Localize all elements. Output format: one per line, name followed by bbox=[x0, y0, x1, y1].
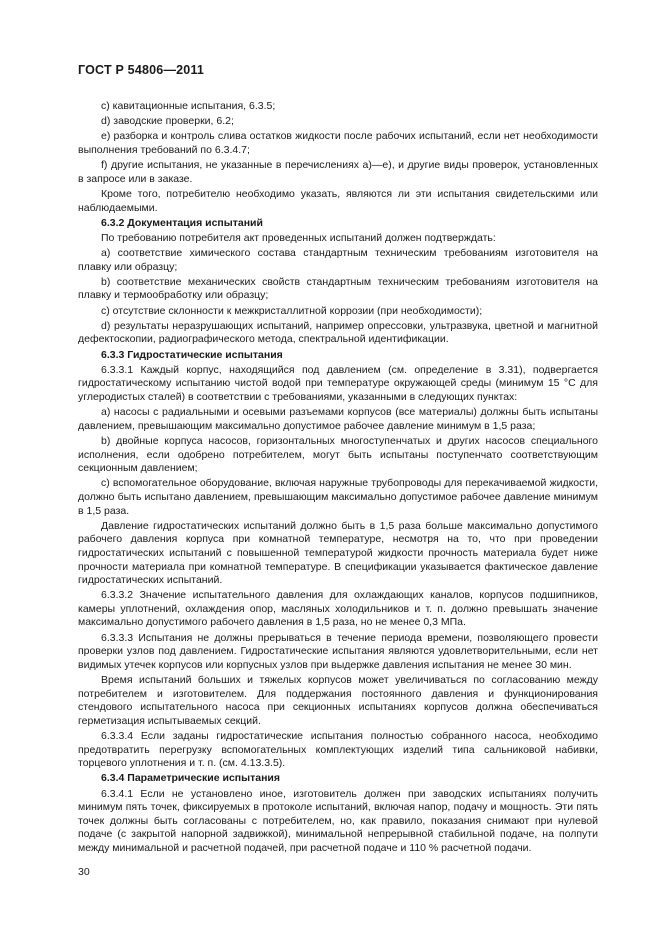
paragraph: По требованию потребителя акт проведенных испытаний должен подтверждать: bbox=[101, 231, 496, 244]
list-item-f: f) другие испытания, не указанные в перечислениях а)—е), и другие виды проверок, установленных в запросе или в заказе. bbox=[78, 159, 598, 185]
document-header: ГОСТ Р 54806—2011 bbox=[78, 63, 205, 77]
list-item-c: c) вспомогательное оборудование, включая наружные трубопроводы для перекачиваемой жидкости, должно быть испытано давлением, превышающим максимально допустимое рабочее давление минимум в 1,5 раза. bbox=[78, 477, 598, 517]
list-item-d: d) заводские проверки, 6.2; bbox=[101, 115, 234, 128]
clause-6-3-3-2: 6.3.3.2 Значение испытательного давления для охлаждающих каналов, корпусов подшипников, камеры уплотнений, охлаждения опор, масляных холодильников и т. п. должно превышать значение максимально допустимого рабочего давления в 1,5 раза, но не менее 0,3 МПа. bbox=[78, 589, 598, 629]
document-body bbox=[78, 100, 598, 857]
clause-6-3-3-4: 6.3.3.4 Если заданы гидростатические испытания полностью собранного насоса, необходимо предотвратить перегрузку вспомогательных комплектующих изделий типа сальниковой набивки, торцевого уплотнения и т. п. (см. 4.13.3.5). bbox=[78, 730, 598, 770]
clause-6-3-3-1: 6.3.3.1 Каждый корпус, находящийся под давлением (см. определение в 3.31), подвергается гидростатическому испытанию чистой водой при температуре окружающей среды (минимум 15 °С для углеродистых сталей) в соответствии с требованиями, указанными в следующих пунктах: bbox=[78, 363, 598, 403]
list-item-a: a) соответствие химического состава стандартным техническим требованиям изготовителя на плавку или образцу; bbox=[78, 247, 598, 273]
paragraph: Кроме того, потребителю необходимо указать, являются ли эти испытания свидетельскими или наблюдаемыми. bbox=[78, 187, 598, 214]
section-heading-6-3-3: 6.3.3 Гидростатические испытания bbox=[101, 348, 283, 361]
paragraph: Давление гидростатических испытаний должно быть в 1,5 раза больше максимально допустимого рабочего давления корпуса при комнатной температуре, несмотря на то, что при проведении гидростатических испытаний с повышенной температурой жидкости прочность материала будет ниже прочности материала при комнатной температуре. В спецификации указывается фактическое давление гидростатических испытаний. bbox=[78, 519, 598, 587]
list-item-a: a) насосы с радиальными и осевыми разъемами корпусов (все материалы) должны быть испытаны давлением, превышающим максимально допустимое рабочее давление минимум в 1,5 раза; bbox=[78, 406, 598, 432]
section-heading-6-3-2: 6.3.2 Документация испытаний bbox=[101, 216, 263, 229]
list-item-e: e) разборка и контроль слива остатков жидкости после рабочих испытаний, если нет необходимости выполнения требований по 6.3.4.7; bbox=[78, 130, 598, 156]
section-heading-6-3-4: 6.3.4 Параметрические испытания bbox=[101, 772, 281, 785]
clause-6-3-4-1: 6.3.4.1 Если не установлено иное, изготовитель должен при заводских испытаниях получить минимум пять точек, фиксируемых в протоколе испытаний, включая напор, подачу и мощность. Эти пять точек должны быть согласованы с потребителем, но, как правило, показания снимают при нулевой подаче (с закрытой напорной задвижкой), минимальной непрерывной стабильной подаче, на полпути между минимальной и расчетной подачей, при расчетной подаче и 110 % расчетной подачи. bbox=[78, 787, 598, 854]
paragraph: Время испытаний больших и тяжелых корпусов может увеличиваться по согласованию между потребителем и изготовителем. Для поддержания постоянного давления и функционирования стендового испытательного насоса при секционных испытаниях корпусов должна обеспечиваться герметизация испытываемых секций. bbox=[78, 674, 598, 727]
list-item-b: b) двойные корпуса насосов, горизонтальных многоступенчатых и других насосов специального исполнения, если одобрено потребителем, могут быть испытаны поступенчато соответствующим секционным давлением; bbox=[78, 434, 598, 475]
clause-6-3-3-3: 6.3.3.3 Испытания не должны прерываться в течение периода времени, позволяющего провести проверки узлов под давлением. Гидростатические испытания являются удовлетворительными, если нет видимых утечек корпусов или корпусных узлов при выдержке давления испытания не менее 30 мин. bbox=[78, 631, 598, 671]
list-item-c: c) кавитационные испытания, 6.3.5; bbox=[101, 100, 276, 112]
list-item-d: d) результаты неразрушающих испытаний, например опрессовки, ультразвука, цветной и магнитной дефектоскопии, радиографического метода, спектральной идентификации. bbox=[78, 319, 598, 346]
list-item-c: c) отсутствие склонности к межкристаллитной коррозии (при необходимости); bbox=[101, 304, 483, 317]
page-number: 30 bbox=[78, 866, 90, 878]
list-item-b: b) соответствие механических свойств стандартным техническим требованиям изготовителя на плавку и термообработку или образцу; bbox=[78, 275, 598, 302]
